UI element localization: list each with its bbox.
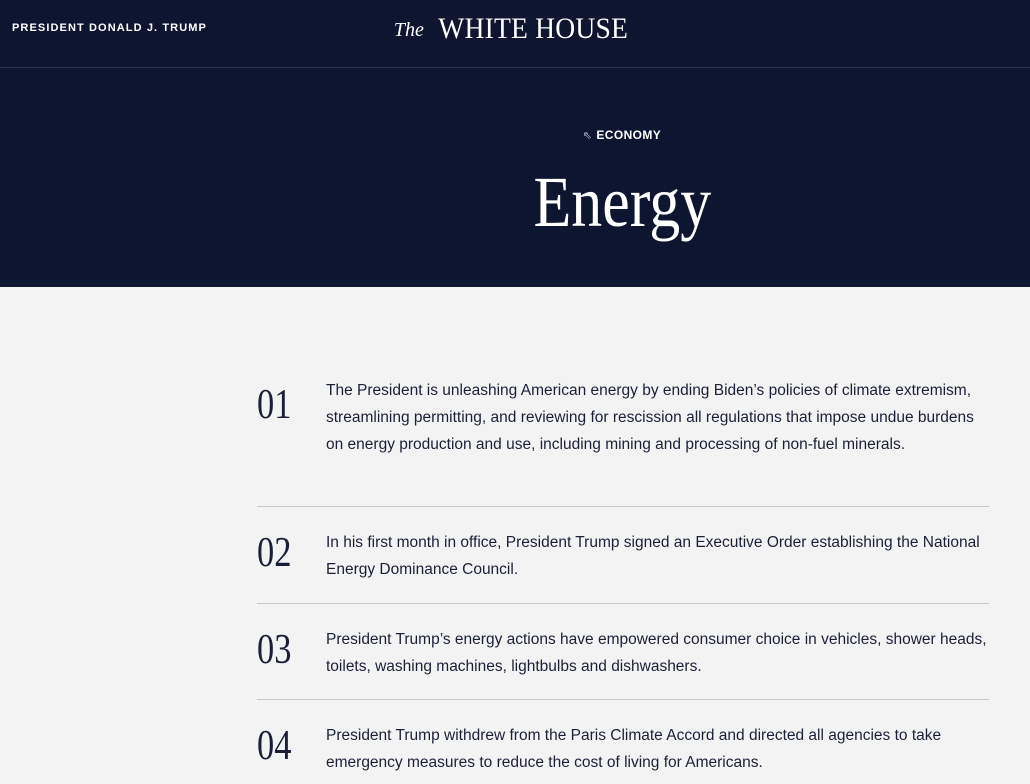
- item-number: 04: [257, 723, 292, 769]
- item-number: 01: [257, 382, 292, 428]
- page-title-text: Energy: [533, 162, 711, 242]
- item-number: 02: [257, 530, 292, 576]
- list-item: [257, 604, 989, 700]
- list-item: [257, 362, 989, 507]
- energy-accomplishments-list: [257, 362, 989, 784]
- logo-the-text: The: [393, 19, 424, 41]
- item-text: President Trump’s energy actions have empowered consumer choice in vehicles, shower heads, toilets, washing machines, lightbulbs and dishwashers.: [326, 631, 987, 675]
- breadcrumb-economy-link[interactable]: [0, 128, 1030, 142]
- item-text: President Trump withdrew from the Paris Climate Accord and directed all agencies to take emergency measures to reduce the cost of living for Americans.: [326, 727, 942, 771]
- item-text: The President is unleashing American energy by ending Biden’s policies of climate extremism, streamlining permitting, and reviewing for rescission all regulations that impose undue burdens on energy production and use, including mining and processing of non-fuel minerals.: [326, 382, 974, 453]
- list-item: [257, 507, 989, 604]
- white-house-logo[interactable]: [0, 12, 1030, 46]
- arrow-up-left-icon: ⇖: [582, 130, 593, 142]
- logo-main-text: WHITE HOUSE: [438, 12, 628, 45]
- top-navigation-bar: [0, 0, 1030, 68]
- breadcrumb-label: ECONOMY: [596, 128, 662, 142]
- page-title: [0, 160, 1030, 244]
- list-item: [257, 700, 989, 784]
- page-header: [0, 0, 1030, 287]
- item-number: 03: [257, 627, 292, 673]
- item-text: In his first month in office, President Trump signed an Executive Order establishing the National Energy Dominance Council.: [326, 534, 980, 578]
- president-link[interactable]: PRESIDENT DONALD J. TRUMP: [12, 22, 207, 34]
